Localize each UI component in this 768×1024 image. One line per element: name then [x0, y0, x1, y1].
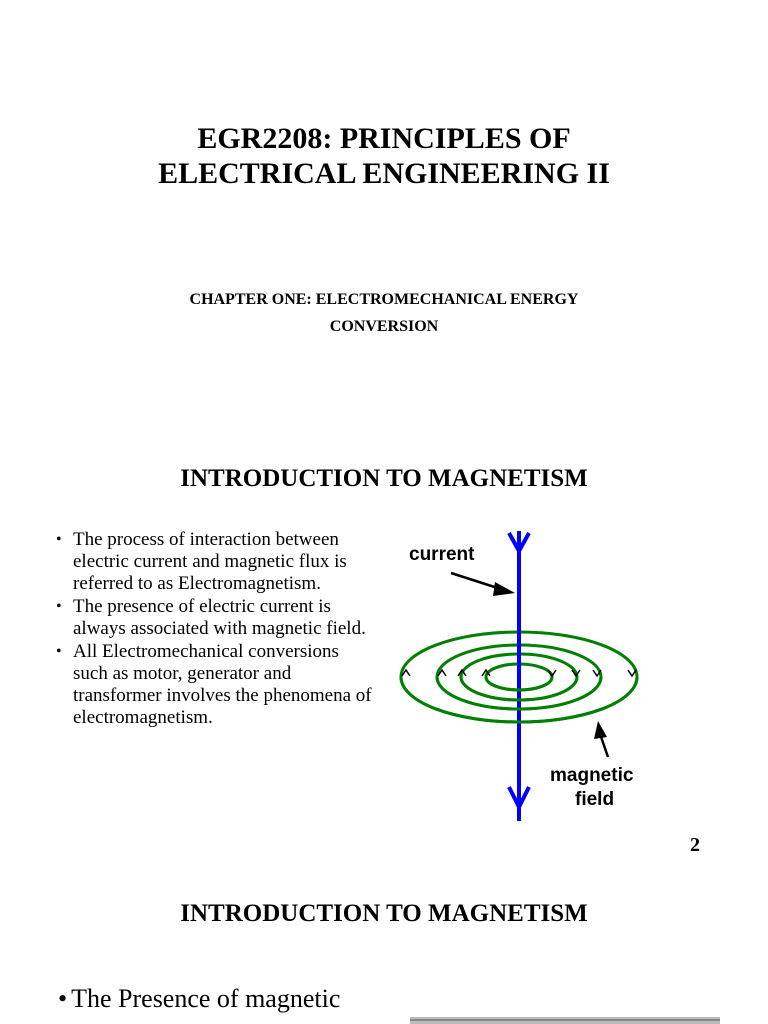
chapter-line-1: CHAPTER ONE: ELECTROMECHANICAL ENERGY — [189, 291, 579, 308]
bullet-text: The process of interaction between electric current and magnetic flux is referred to as Electromagnetism. — [73, 529, 347, 594]
field-pointer-arrow-icon — [594, 721, 608, 757]
bullet-text: All Electromechanical conversions such as motor, generator and transformer involves the phenomena of electromagnetism. — [73, 641, 372, 728]
bullet-item — [56, 641, 376, 729]
cropped-figure-edge — [410, 1017, 720, 1024]
bullet-dot: • — [56, 531, 62, 548]
bullet-item — [56, 529, 376, 595]
bullet-dot: • — [56, 598, 62, 615]
label-field: field — [575, 789, 615, 810]
electromagnetism-diagram — [395, 525, 665, 825]
title-line-1: EGR2208: PRINCIPLES OF — [197, 122, 571, 155]
slide2-bullet — [58, 983, 340, 1015]
bullet-dot: • — [58, 984, 68, 1013]
title-line-2: ELECTRICAL ENGINEERING II — [158, 157, 610, 190]
slide2-heading: INTRODUCTION TO MAGNETISM — [180, 900, 588, 927]
document-title — [0, 121, 768, 191]
current-pointer-arrow-icon — [451, 573, 515, 596]
bullet-dot: • — [56, 643, 62, 660]
field-arrow-icon — [628, 670, 636, 676]
page-number: 2 — [690, 834, 700, 856]
chapter-title — [0, 286, 768, 340]
current-wire — [509, 531, 529, 821]
chapter-line-2: CONVERSION — [329, 318, 439, 335]
bullet-text: The Presence of magnetic — [71, 984, 341, 1013]
label-magnetic: magnetic — [550, 765, 634, 786]
bullet-item — [56, 596, 376, 640]
slide1-heading: INTRODUCTION TO MAGNETISM — [180, 465, 588, 492]
label-current: current — [409, 544, 475, 565]
slide1-bullet-list — [56, 529, 376, 730]
bullet-text: The presence of electric current is always associated with magnetic field. — [73, 596, 366, 639]
